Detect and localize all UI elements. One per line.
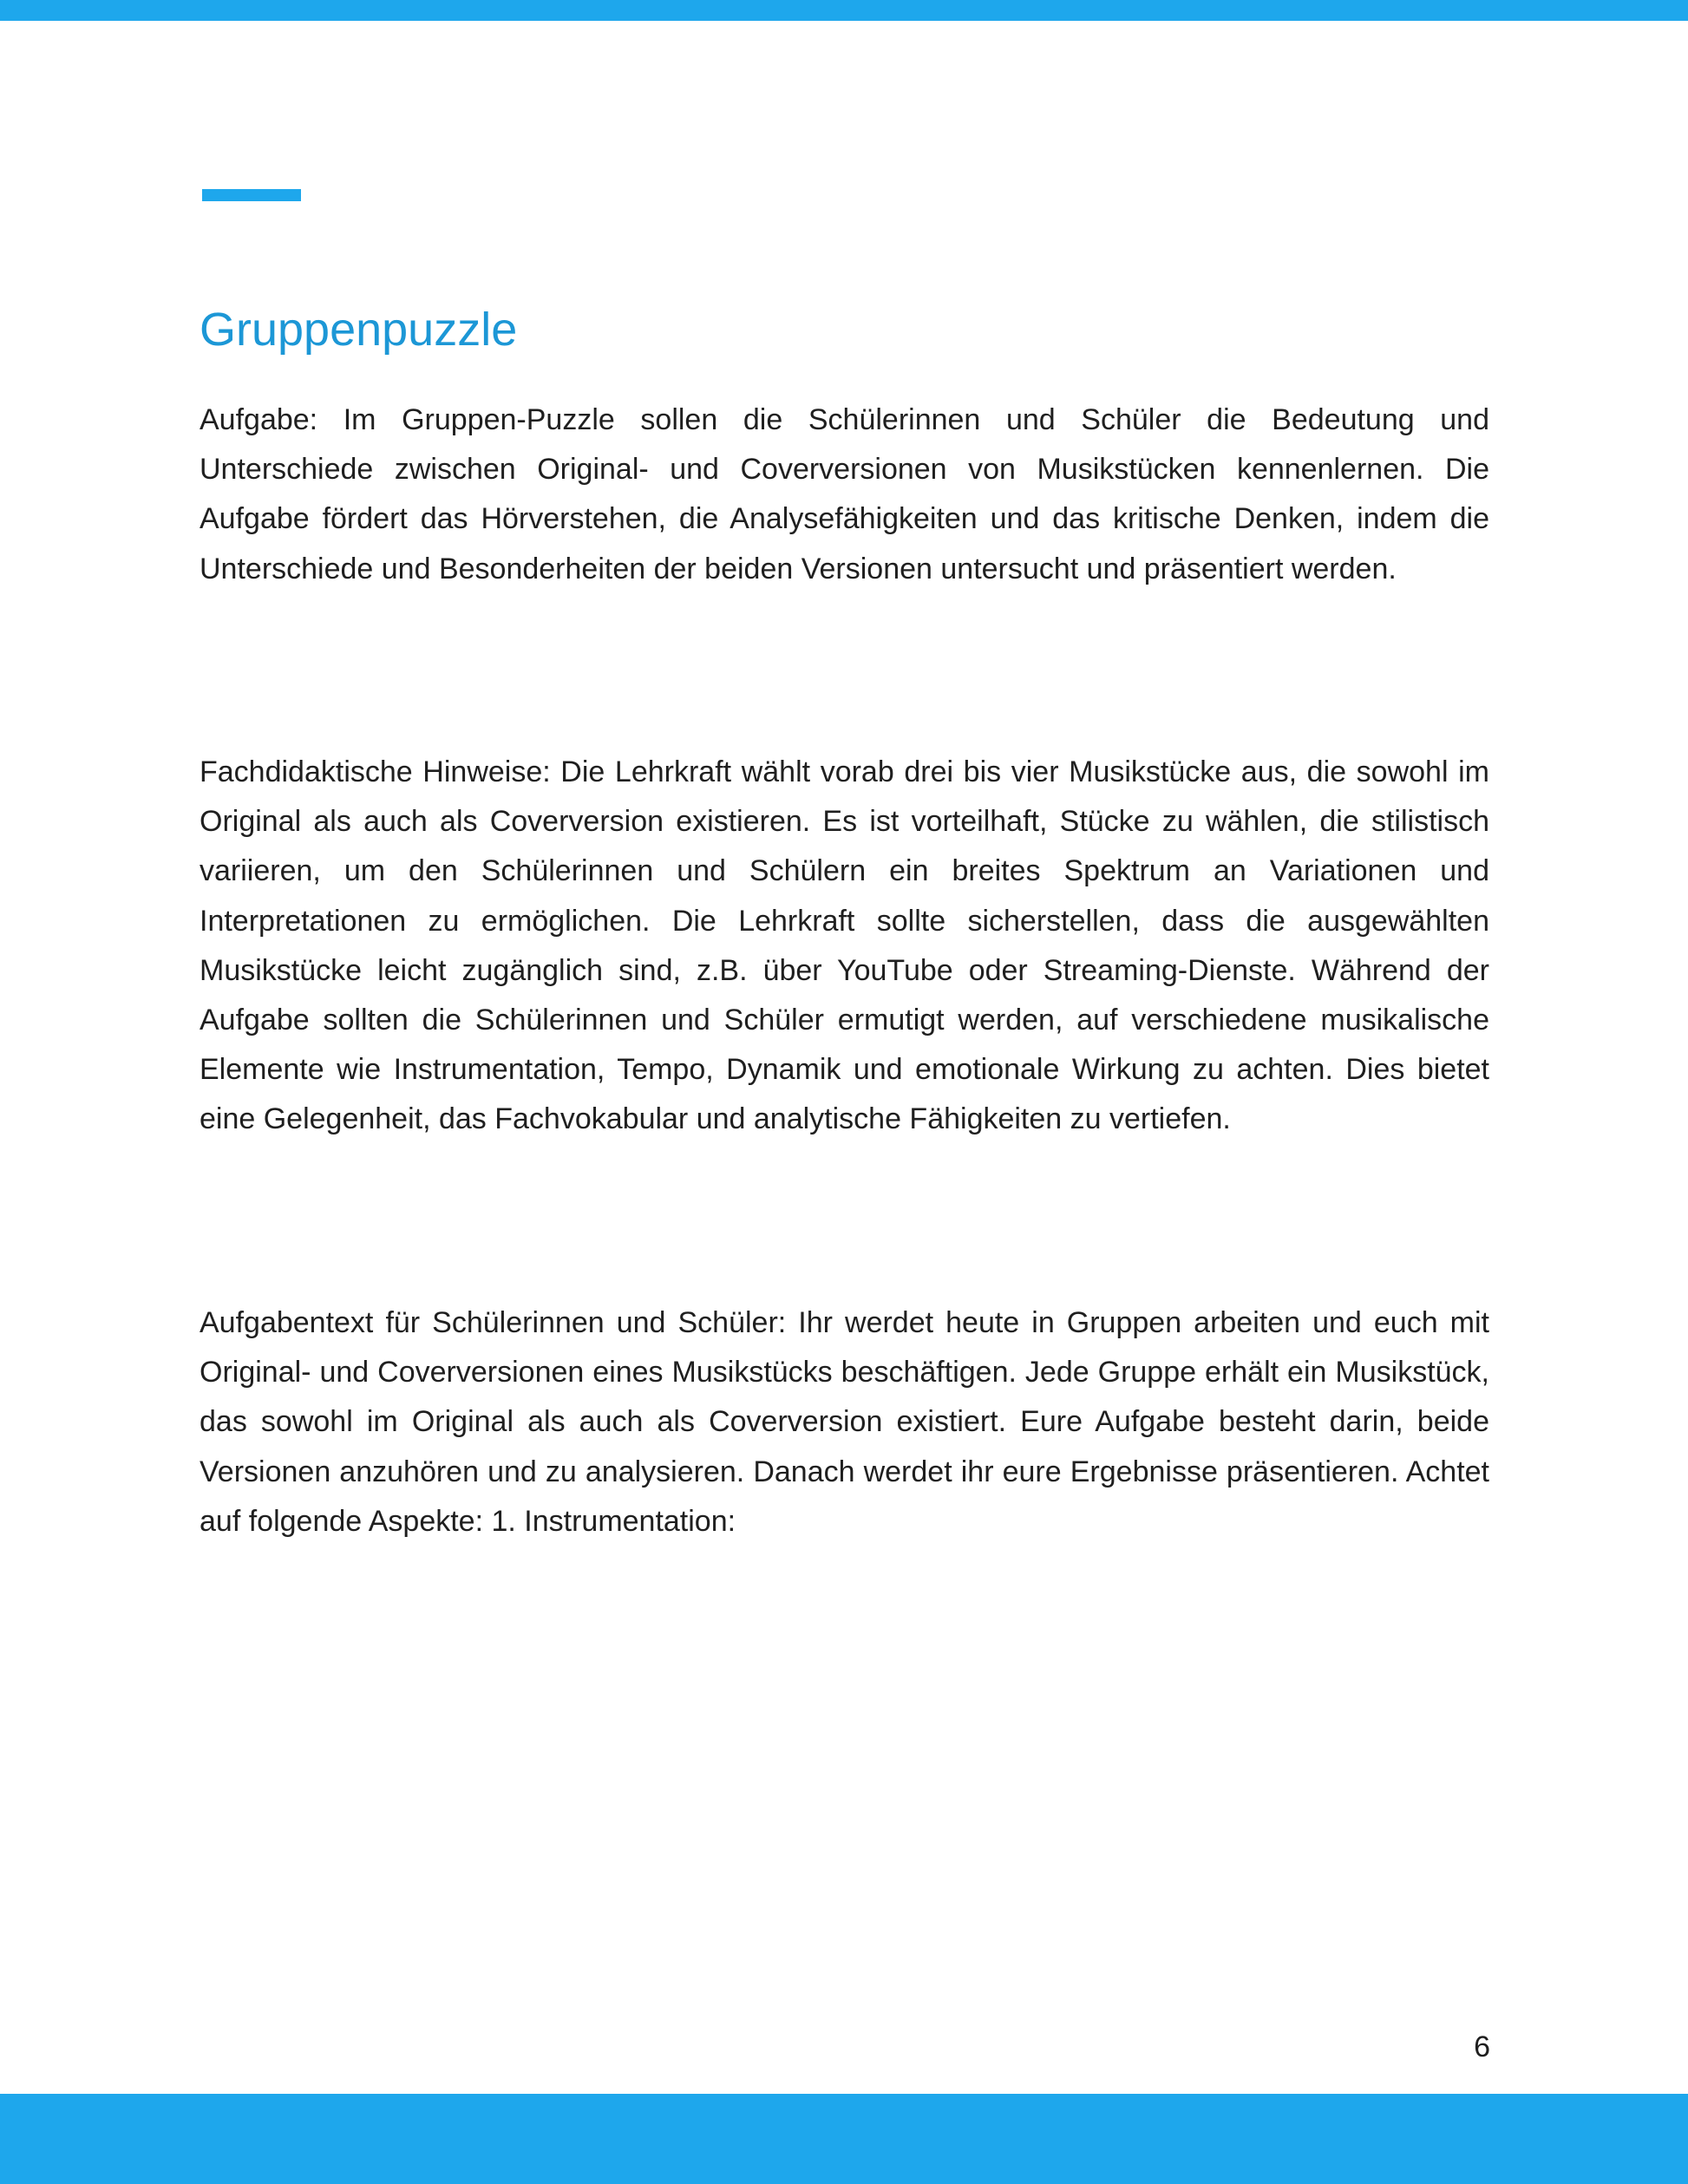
section-accent-dash	[202, 189, 301, 201]
paragraph-aufgabentext: Aufgabentext für Schülerinnen und Schüler: Ihr werdet heute in Gruppen arbeiten und euch mit Original- und Coverversionen eines Musikstücks beschäftigen. Jede Gruppe erhält ein Musikstück, das sowohl im Original als auch als Coverversion existiert. Eure Aufgabe besteht darin, beide Versionen anzuhören und zu analysieren. Danach werdet ihr eure Ergebnisse präsentieren. Achtet auf folgende Aspekte: 1. Instrumentation:	[200, 1306, 1489, 1538]
bottom-accent-bar	[0, 2094, 1688, 2184]
page-number: 6	[1474, 2030, 1490, 2063]
paragraph-fachdidaktische-hinweise: Fachdidaktische Hinweise: Die Lehrkraft wählt vorab drei bis vier Musikstücke aus, die sowohl im Original als auch als Coverversion existieren. Es ist vorteilhaft, Stücke zu wählen, die stilistisch variieren, um den Schülerinnen und Schülern ein breites Spektrum an Variationen und Interpretationen zu ermöglichen. Die Lehrkraft sollte sicherstellen, dass die ausgewählten Musikstücke leicht zugänglich sind, z.B. über YouTube oder Streaming-Dienste. Während der Aufgabe sollten die Schülerinnen und Schüler ermutigt werden, auf verschiedene musikalische Elemente wie Instrumentation, Tempo, Dynamik und emotionale Wirkung zu achten. Dies bietet eine Gelegenheit, das Fachvokabular und analytische Fähigkeiten zu vertiefen.	[200, 755, 1489, 1136]
top-accent-bar	[0, 0, 1688, 21]
paragraph-aufgabe: Aufgabe: Im Gruppen-Puzzle sollen die Schülerinnen und Schüler die Bedeutung und Unterschiede zwischen Original- und Coverversionen von Musikstücken kennenlernen. Die Aufgabe fördert das Hörverstehen, die Analysefähigkeiten und das kritische Denken, indem die Unterschiede und Besonderheiten der beiden Versionen untersucht und präsentiert werden.	[200, 403, 1489, 585]
page-title: Gruppenpuzzle	[200, 304, 518, 356]
